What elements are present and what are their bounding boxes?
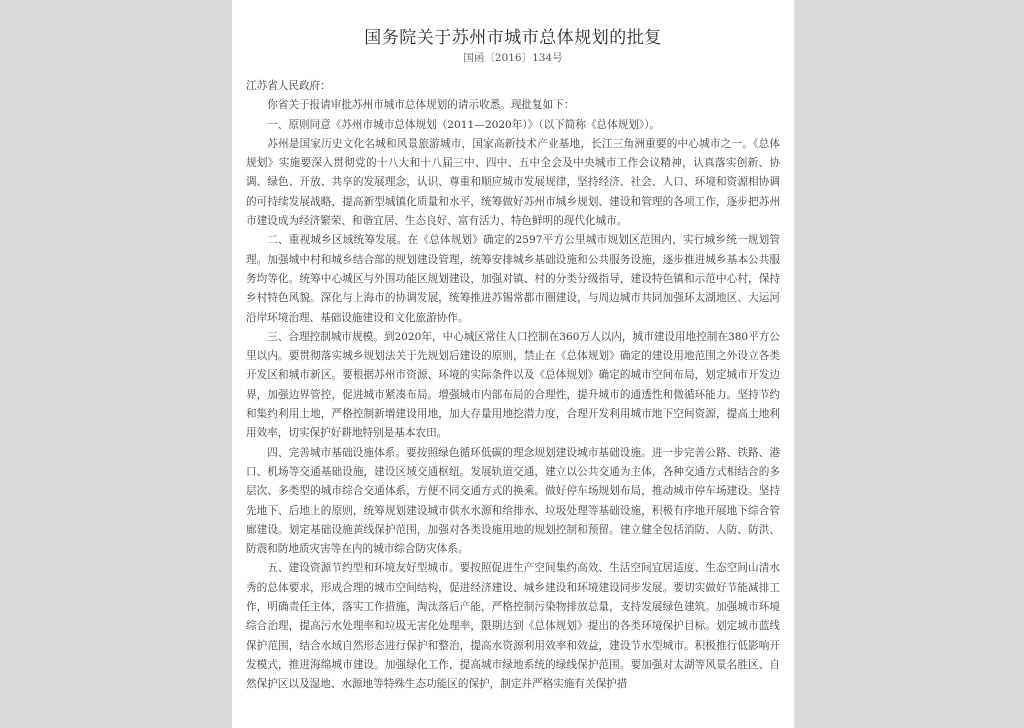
paragraph-3: 三、合理控制城市规模。到2020年，中心城区常住人口控制在360万人以内，城市建设用地控制在380平方公里以内。要贯彻落实城乡规划法关于先规划后建设的原则，禁止在《总体规划》确定的建设用地范围之外设立各类开发区和城市新区。要根据苏州市资源、环境的实际条件以及《总体规划》确定的城市空间布局，划定城市开发边界，加强边界管控，促进城市紧凑布局。增强城市内部布局的合理性，提升城市的通透性和微循环能力。坚持节约和集约利用土地，严格控制新增建设用地，加大存量用地挖潜力度，合理开发利用城市地下空间资源，提高土地利用效率，切实保护好耕地特别是基本农田。 [246,330,780,440]
document-body [246,77,780,695]
paragraph-2: 二、重视城乡区域统筹发展。在《总体规划》确定的2597平方公里城市规划区范围内，实行城乡统一规划管理。加强城中村和城乡结合部的规划建设管理，统筹安排城乡基础设施和公共服务设施，逐步推进城乡基本公共服务均等化。统筹中心城区与外围功能区规划建设，加强对镇、村的分类分级指导，建设特色镇和示范中心村，保持乡村特色风貌。深化与上海市的协调发展，统筹推进苏锡常都市圈建设，与周边城市共同加强环太湖地区、大运河沿岸环境治理、基础设施建设和文化旅游协作。 [246,234,780,324]
paragraph-1-detail: 苏州是国家历史文化名城和风景旅游城市，国家高新技术产业基地，长江三角洲重要的中心城市之一。《总体规划》实施要深入贯彻党的十八大和十八届三中、四中、五中全会及中央城市工作会议精神，认真落实创新、协调、绿色、开放、共享的发展理念，认识、尊重和顺应城市发展规律，坚持经济、社会、人口、环境和资源相协调的可持续发展战略，提高新型城镇化质量和水平，统筹做好苏州市城乡规划、建设和管理的各项工作，逐步把苏州市建设成为经济繁荣、和谐宜居、生态良好、富有活力、特色鲜明的现代化城市。 [246,137,780,228]
paragraph-1: 一、原则同意《苏州市城市总体规划（2011—2020年）》（以下简称《总体规划》）。 [267,118,661,131]
paragraph-intro: 你省关于报请审批苏州市城市总体规划的请示收悉。现批复如下： [267,99,575,112]
document-page [232,0,794,728]
paragraph-5: 五、建设资源节约型和环境友好型城市。要按照促进生产空间集约高效、生活空间宜居适度、生态空间山清水秀的总体要求，形成合理的城市空间结构，促进经济建设、城乡建设和环境建设同步发展。要切实做好节能减排工作，明确责任主体，落实工作措施，淘汰落后产能，严格控制污染物排放总量，支持发展绿色建筑。加强城市环境综合治理，提高污水处理率和垃圾无害化处理率，限期达到《总体规划》提出的各类环境保护目标。划定城市蓝线保护范围，结合水域自然形态进行保护和整治，提高水资源利用效率和效益，建设节水型城市。积极推行低影响开发模式，推进海绵城市建设。加强绿化工作，提高城市绿地系统的绿线保护范围。要加强对太湖等风景名胜区、自然保护区以及湿地、水源地等特殊生态功能区的保护，制定并严格实施有关保护措 [246,562,780,691]
paragraph-4: 四、完善城市基础设施体系。要按照绿色循环低碳的理念规划建设城市基础设施。进一步完善公路、铁路、港口、机场等交通基础设施，建设区域交通枢纽。发展轨道交通，建立以公共交通为主体，各种交通方式相结合的多层次、多类型的城市综合交通体系，方便不同交通方式的换乘。做好停车场规划布局，推动城市停车场建设。坚持先地下、后地上的原则，统筹规划建设城市供水水源和给排水、垃圾处理等基础设施，积极有序地开展地下综合管廊建设。划定基础设施黄线保护范围，加强对各类设施用地的规划控制和预留。建立健全包括消防、人防、防洪、防震和防地质灾害等在内的城市综合防灾体系。 [246,446,780,556]
salutation: 江苏省人民政府： [246,80,331,92]
document-title: 国务院关于苏州市城市总体规划的批复 [364,28,662,48]
document-number: 国函〔2016〕134号 [463,52,563,64]
